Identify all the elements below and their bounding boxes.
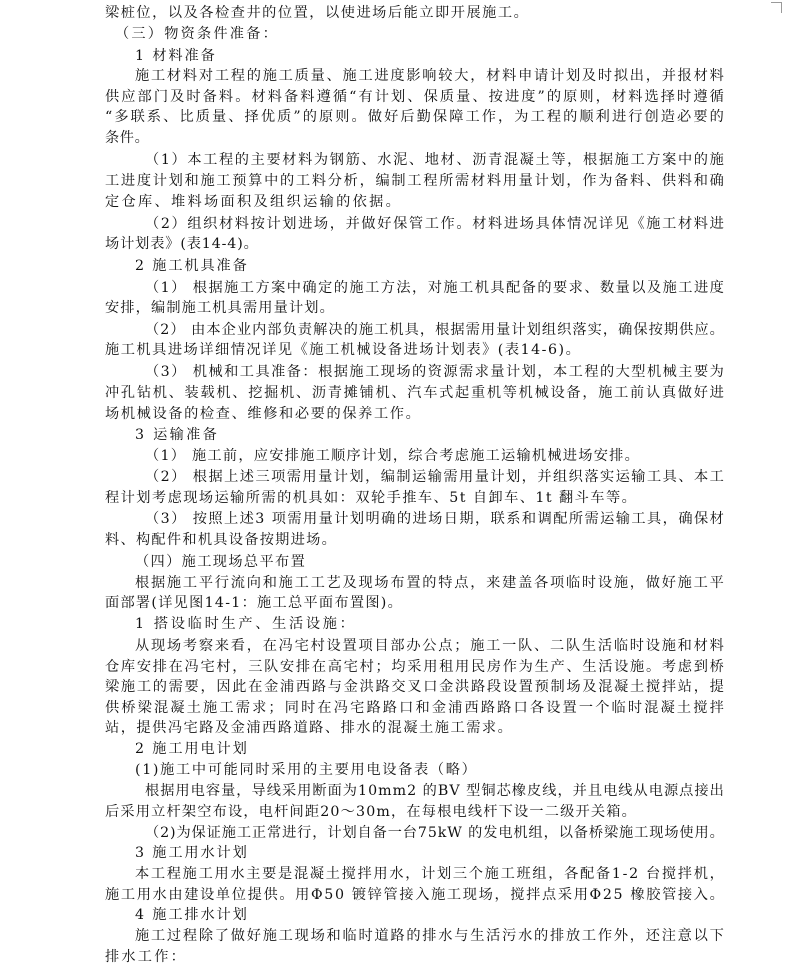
text-line: 冲孔钻机、装载机、挖掘机、沥青摊铺机、汽车式起重机等机械设备，施工前认真做好进 [105,385,726,401]
text-line: 供桥梁混凝土施工需求；同时在冯宅路路口和金浦西路路口各设置一个临时混凝土搅拌 [105,700,726,716]
text-line: 施工机具进场详细情况详见《施工机械设备进场计划表》(表14-6)。 [105,342,582,358]
text-line: 供应部门及时备料。材料备料遵循“有计划、保质量、按进度”的原则，材料选择时遵循 [105,89,726,105]
text-line: 3 施工用水计划 [135,845,249,861]
text-line: 3 运输准备 [135,427,220,443]
text-line: 后采用立杆架空布设，电杆间距20～30m，在每根电线杆下设一二级开关箱。 [105,804,637,820]
text-line: 面部署(详见图14-1：施工总平面布置图)。 [105,595,404,611]
text-line: （2）组织材料按计划进场，并做好保管工作。材料进场具体情况详见《施工材料进 [145,216,726,232]
text-line: （1） 施工前，应安排施工顺序计划，综合考虑施工运输机械进场安排。 [145,448,641,464]
page-corner-mark [771,2,782,13]
text-line: （3） 机械和工具准备：根据施工现场的资源需求量计划，本工程的大型机械主要为 [145,364,726,380]
text-line: 4 施工排水计划 [135,907,249,923]
text-line: (1)施工中可能同时采用的主要用电设备表（略） [135,762,478,778]
text-line: 从现场考察来看，在冯宅村设置项目部办公点；施工一队、二队生活临时设施和材料 [135,638,726,654]
text-line: 1 材料准备 [135,48,217,64]
text-line: 程计划考虑现场运输所需的机具如：双轮手推车、5t 自卸车、1t 翻斗车等。 [105,490,638,506]
text-line: 工进度计划和施工预算中的工料分析，编制工程所需材料用量计划，作为备料、供料和确 [105,173,726,189]
text-line: （四）施工现场总平布置 [135,554,307,570]
text-line: 2 施工机具准备 [135,258,249,274]
text-line: 梁施工的需要，因此在金浦西路与金洪路交叉口金洪路段设置预制场及混凝土搅拌站，提 [105,679,726,695]
text-line: （2） 根据上述三项需用量计划，编制运输需用量计划，并组织落实运输工具、本工 [145,469,726,485]
text-line: 场机械设备的检查、维修和必要的保养工作。 [105,406,422,422]
text-line: 定仓库、堆料场面积及组织运输的依据。 [105,194,403,210]
text-line: （2)为保证施工正常进行，计划自备一台75kW 的发电机组，以备桥梁施工现场使用。 [145,825,725,841]
text-line: （3） 按照上述3 项需用量计划明确的进场日期，联系和调配所需运输工具，确保材 [145,511,726,527]
text-line: 1 搭设临时生产、生活设施： [135,616,357,632]
text-line: 本工程施工用水主要是混凝土搅拌用水，计划三个施工班组，各配备1-2 台搅拌机， [135,866,726,882]
text-line: （1） 根据施工方案中确定的施工方法，对施工机具配备的要求、数量以及施工进度 [145,280,726,296]
text-line: 施工用水由建设单位提供。用Φ50 镀锌管接入施工现场，搅拌点采用Φ25 橡胶管接入。 [105,887,726,903]
text-line: 条件。 [105,130,150,146]
text-line: 2 施工用电计划 [135,741,249,757]
text-line: 安排，编制施工机具需用量计划。 [105,300,335,316]
text-line: 站，提供冯宅路及金浦西路道路、排水的混凝土施工需求。 [105,720,514,736]
text-line: 梁桩位，以及各检查井的位置，以使进场后能立即开展施工。 [105,5,530,21]
text-line: 施工过程除了做好施工现场和临时道路的排水与生活污水的排放工作外，还注意以下 [135,928,726,944]
text-line: “多联系、比质量、择优质”的原则。做好后勤保障工作，为工程的顺利进行创造必要的 [105,109,726,125]
text-line: （2） 由本企业内部负责解决的施工机具，根据需用量计划组织落实，确保按期供应。 [145,322,725,338]
text-line: 施工材料对工程的施工质量、施工进度影响较大，材料申请计划及时拟出，并报材料 [135,68,726,84]
text-line: 仓库安排在冯宅村，三队安排在高宅村；均采用租用民房作为生产、生活设施。考虑到桥 [105,659,726,675]
text-line: 料、构配件和机具设备按期进场。 [105,532,338,548]
text-line: 根据施工平行流向和施工工艺及现场布置的特点，来建盖各项临时设施，做好施工平 [135,575,726,591]
text-line: 排水工作： [105,949,187,965]
text-line: 根据用电容量，导线采用断面为10mm2 的BV 型铜芯橡皮线，并且电线从电源点接出 [145,783,725,799]
text-line: （三）物资条件准备： [115,26,279,42]
text-line: 场计划表》(表14-4)。 [105,236,259,252]
text-line: （1）本工程的主要材料为钢筋、水泥、地材、沥青混凝土等，根据施工方案中的施 [145,152,726,168]
